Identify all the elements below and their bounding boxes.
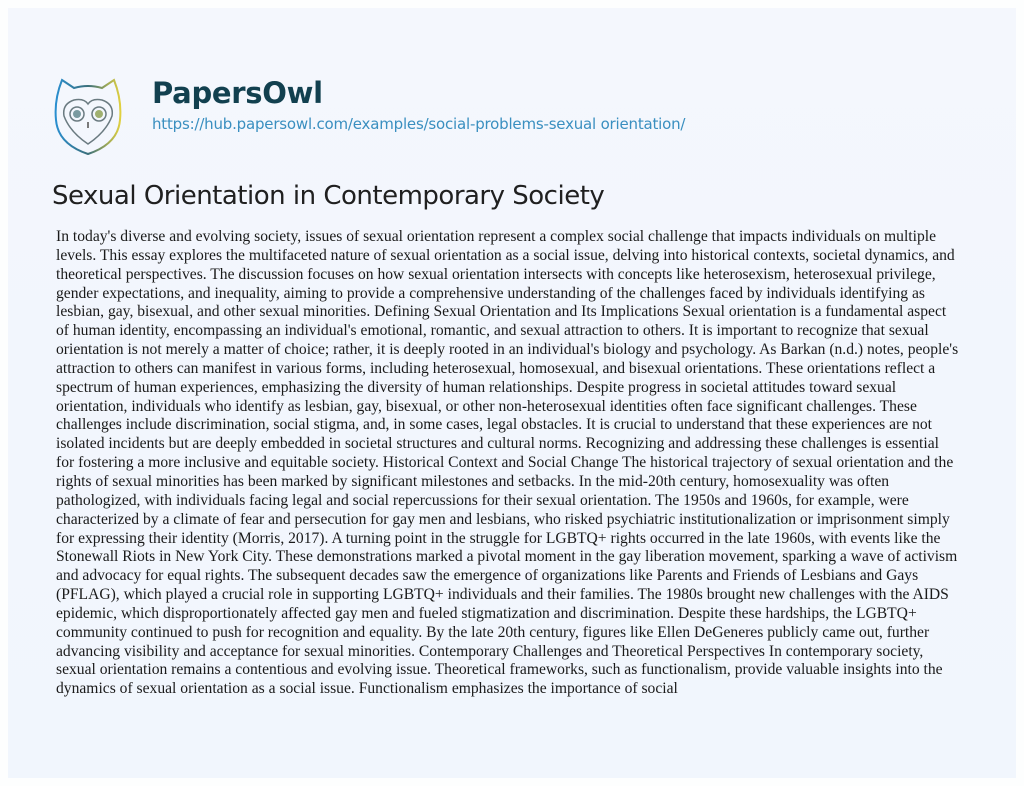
body-text-line: Stonewall Riots in New York City. These demonstrations marked a pivotal moment in the gay liberation movement, sparking a wave of activism (56, 548, 958, 566)
body-text-line: orientation is not merely a matter of choice; rather, it is deeply rooted in an individual's biology and psychology. As Barkan (n.d.) notes, people's (56, 341, 959, 359)
body-text-line: and advocacy for equal rights. The subsequent decades saw the emergence of organizations like Parents and Friends of Lesbians and Gays (56, 567, 919, 585)
body-text-line: levels. This essay explores the multifaceted nature of sexual orientation as a social issue, delving into historical contexts, societal dynamics, and (56, 246, 955, 264)
brand-name: PapersOwl (152, 76, 323, 110)
body-text-line: lesbian, gay, bisexual, and other sexual minorities. Defining Sexual Orientation and Its Implications Sexual orientation is a fundamental aspect (56, 303, 947, 321)
body-text-line: epidemic, which disproportionately affected gay men and fueled stigmatization and discrimination. Despite these hardships, the LGBTQ+ (56, 604, 917, 622)
body-text-line: (PFLAG), which played a crucial role in supporting LGBTQ+ individuals and their families. The 1980s brought new challenges with the AIDS (56, 586, 949, 604)
document-title: Sexual Orientation in Contemporary Society (52, 181, 605, 211)
body-text-line: for fostering a more inclusive and equitable society. Historical Context and Social Change The historical trajectory of sexual orientation and the (56, 454, 954, 472)
body-text-line: dynamics of sexual orientation as a social issue. Functionalism emphasizes the importance of social (56, 680, 678, 698)
body-text-line: attraction to others can manifest in various forms, including heterosexual, homosexual, and bisexual orientations. These orientations reflect a (56, 359, 936, 377)
body-text-line: theoretical perspectives. The discussion focuses on how sexual orientation intersects with concepts like heterosexism, heterosexual privilege, (56, 265, 936, 283)
body-text-line: of human identity, encompassing an individual's emotional, romantic, and sexual attraction to others. It is important to recognize that sexual (56, 322, 929, 340)
source-url: https://hub.papersowl.com/examples/social-problems-sexual orientation/ (152, 115, 686, 133)
body-text-line: isolated incidents but are deeply embedded in societal structures and cultural norms. Recognizing and addressing these challenges is essential (56, 435, 939, 453)
body-text-line: gender expectations, and inequality, aiming to provide a comprehensive understanding of the challenges faced by individuals identifying as (56, 284, 925, 302)
document-card (8, 8, 1016, 778)
body-text-line: rights of sexual minorities has been marked by significant milestones and setbacks. In the mid-20th century, homosexuality was often (56, 472, 890, 490)
body-text-line: community continued to push for recognition and equality. By the late 20th century, figures like Ellen DeGeneres publicly came out, further (56, 623, 930, 641)
body-text-line: In today's diverse and evolving society, issues of sexual orientation represent a complex social challenge that impacts individuals on multiple (56, 228, 937, 245)
body-text-line: orientation, individuals who identify as lesbian, gay, bisexual, or other non-heterosexual identities often face significant challenges. These (56, 397, 917, 415)
body-text-line: spectrum of human experiences, emphasizing the diversity of human relationships. Despite progress in societal attitudes toward sexual (56, 378, 897, 396)
body-text-line: challenges include discrimination, social stigma, and, in some cases, legal obstacles. It is crucial to understand that these experiences are not (56, 416, 932, 434)
brand-block (152, 74, 685, 133)
body-text-line: characterized by a climate of fear and persecution for gay men and lesbians, who risked psychiatric institutionalization or imprisonment simply (56, 510, 950, 528)
owl-logo-icon (48, 74, 128, 159)
document-body (56, 228, 996, 699)
body-text-line: pathologized, with individuals facing legal and social repercussions for their sexual orientation. The 1950s and 1960s, for example, were (56, 491, 909, 509)
header (48, 74, 685, 164)
body-text-line: advancing visibility and acceptance for sexual minorities. Contemporary Challenges and Theoretical Perspectives In contemporary society, (56, 642, 924, 660)
body-text-line: for expressing their identity (Morris, 2017). A turning point in the struggle for LGBTQ+ rights occurred in the late 1960s, with events like the (56, 529, 941, 547)
body-text-line: sexual orientation remains a contentious and evolving issue. Theoretical frameworks, such as functionalism, provide valuable insights into the (56, 661, 943, 679)
